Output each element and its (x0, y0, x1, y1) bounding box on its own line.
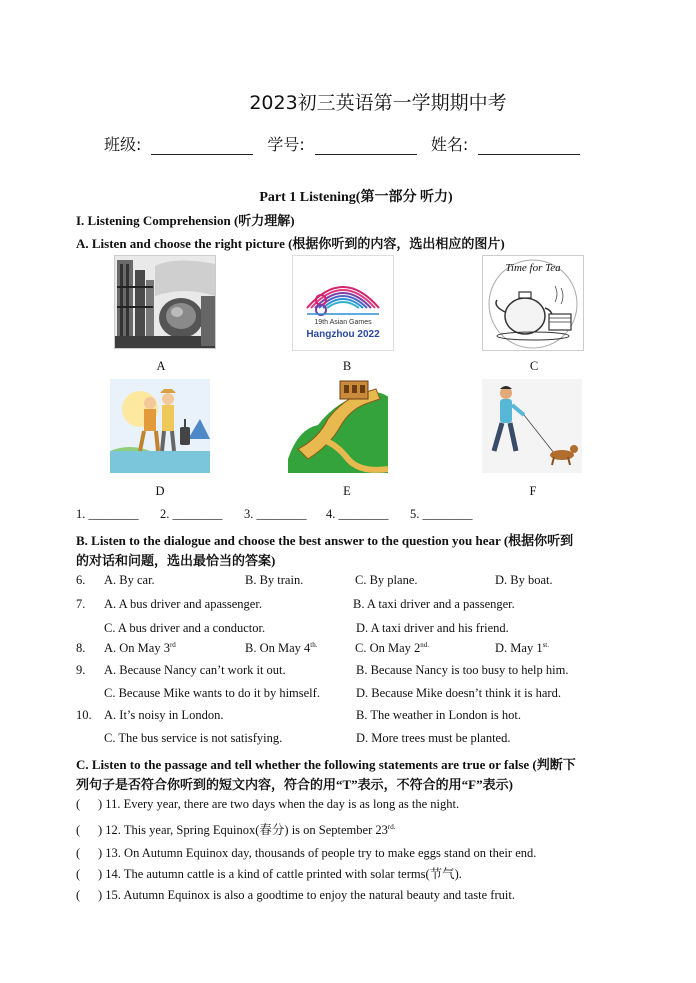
section-a-heading: A. Listen and choose the right picture (根据你听到的内容，选出相应的图片) (76, 236, 505, 251)
page-title: 2023初三英语第一学期期中考 (249, 92, 507, 114)
q9-option-b[interactable]: B. Because Nancy is too busy to help him. (356, 663, 569, 677)
picture-label-d: D (155, 484, 165, 498)
tf-statement-15: 15. Autumn Equinox is also a goodtime to enjoy the natural beauty and taste fruit. (105, 888, 515, 902)
answer-blank-2[interactable]: 2. ________ (160, 507, 223, 521)
class-label: 班级: (104, 135, 142, 154)
picture-label-c: C (529, 359, 539, 373)
tf-statement-14: 14. The autumn cattle is a kind of cattle printed with solar terms(节气). (105, 867, 462, 881)
q10-option-d[interactable]: D. More trees must be planted. (356, 731, 511, 745)
q9-option-d[interactable]: D. Because Mike doesn’t think it is hard. (356, 686, 561, 700)
tf-close-paren: ) (98, 846, 103, 860)
tf-item-12[interactable] (76, 820, 395, 838)
q7-option-b[interactable]: B. A taxi driver and a passenger. (353, 597, 515, 611)
q9-option-a[interactable]: A. Because Nancy can’t work it out. (104, 663, 286, 677)
answer-blank-3[interactable]: 3. ________ (244, 507, 307, 521)
picture-label-f: F (529, 484, 537, 498)
tf-item-14[interactable] (76, 864, 462, 882)
q6-number: 6. (76, 573, 86, 587)
picture-d-old-couple-travel (110, 379, 210, 473)
q7-number: 7. (76, 597, 86, 611)
id-blank[interactable] (315, 136, 417, 155)
q10-option-b[interactable]: B. The weather in London is hot. (356, 708, 522, 722)
hangzhou-caption: Hangzhou 2022 (306, 329, 380, 340)
q9-option-c[interactable]: C. Because Mike wants to do it by himself. (104, 686, 320, 700)
q8-option-d-sup: st. (542, 641, 549, 649)
q8-option-b-sup: th. (310, 641, 318, 649)
tf-statement-12: 12. This year, Spring Equinox(春分) is on September 23 (105, 823, 388, 837)
q6-option-b[interactable]: B. By train. (245, 573, 304, 587)
section-c-heading-line2: 列句子是否符合你听到的短文内容，符合的用“T”表示，不符合的用“F”表示) (76, 777, 513, 792)
q8-option-d-text: D. May 1 (495, 641, 543, 656)
tf-open-paren: ( (76, 867, 81, 881)
section-heading: I. Listening Comprehension (听力理解) (76, 213, 295, 228)
tf-close-paren: ) (98, 823, 103, 837)
section-b-heading-line2: 的对话和问题，选出最恰当的答案) (76, 553, 276, 568)
id-label: 学号: (267, 135, 305, 154)
answer-blank-4[interactable]: 4. ________ (326, 507, 389, 521)
q8-option-a[interactable] (104, 641, 176, 656)
q8-option-c-text: C. On May 2 (355, 641, 421, 656)
tf-close-paren: ) (98, 888, 103, 902)
picture-b-asian-games-logo (292, 255, 394, 351)
asian-games-caption: 19th Asian Games (314, 319, 372, 326)
picture-a-city-sculpture (114, 255, 216, 349)
q8-option-a-sup: rd (169, 641, 176, 649)
q6-option-d[interactable]: D. By boat. (495, 573, 553, 587)
q7-option-a[interactable]: A. A bus driver and apassenger. (104, 597, 262, 611)
picture-label-e: E (343, 484, 351, 498)
tf-close-paren: ) (98, 867, 103, 881)
picture-c-teapot (482, 255, 584, 351)
tf-statement-13: 13. On Autumn Equinox day, thousands of people try to make eggs stand on their end. (105, 846, 537, 860)
q8-option-a-text: A. On May 3 (104, 641, 170, 656)
section-b-heading-line1: B. Listen to the dialogue and choose the best answer to the question you hear (根据你听到 (76, 533, 574, 548)
tf-statement-12-sup: rd. (387, 822, 396, 831)
q6-option-a[interactable]: A. By car. (104, 573, 155, 587)
q9-number: 9. (76, 663, 86, 677)
part-heading: Part 1 Listening(第一部分 听力) (259, 190, 453, 205)
tf-open-paren: ( (76, 797, 81, 811)
q8-option-b[interactable] (245, 641, 317, 656)
tf-item-15[interactable] (76, 888, 515, 903)
q8-number: 8. (76, 641, 86, 655)
tf-open-paren: ( (76, 846, 81, 860)
q7-option-c[interactable]: C. A bus driver and a conductor. (104, 621, 266, 635)
tf-item-11[interactable] (76, 797, 459, 812)
q8-option-c[interactable] (355, 641, 429, 656)
answer-blank-5[interactable]: 5. ________ (410, 507, 473, 521)
q7-option-d[interactable]: D. A taxi driver and his friend. (356, 621, 509, 635)
picture-e-great-wall (288, 379, 388, 473)
q8-option-d[interactable] (495, 641, 549, 656)
name-label: 姓名: (430, 135, 469, 154)
tf-close-paren: ) (98, 797, 103, 811)
student-info-line (104, 132, 594, 155)
q10-option-a[interactable]: A. It’s noisy in London. (104, 708, 224, 722)
name-blank[interactable] (478, 136, 580, 155)
tf-open-paren: ( (76, 823, 81, 837)
tf-statement-11: 11. Every year, there are two days when the day is as long as the night. (105, 797, 460, 811)
class-blank[interactable] (151, 136, 253, 155)
q10-option-c[interactable]: C. The bus service is not satisfying. (104, 731, 283, 745)
answer-blank-1[interactable]: 1. ________ (76, 507, 139, 521)
picture-label-b: B (342, 359, 352, 373)
picture-label-a: A (156, 359, 166, 373)
q8-option-b-text: B. On May 4 (245, 641, 311, 656)
picture-f-man-walking-dog (482, 379, 582, 473)
q6-option-c[interactable]: C. By plane. (355, 573, 418, 587)
tf-open-paren: ( (76, 888, 81, 902)
time-for-tea-text: Time for Tea (505, 262, 561, 274)
tf-item-13[interactable] (76, 846, 536, 861)
q10-number: 10. (76, 708, 92, 722)
section-c-heading-line1: C. Listen to the passage and tell whether the following statements are true or false (判断下 (76, 757, 576, 772)
q8-option-c-sup: nd. (420, 641, 430, 649)
